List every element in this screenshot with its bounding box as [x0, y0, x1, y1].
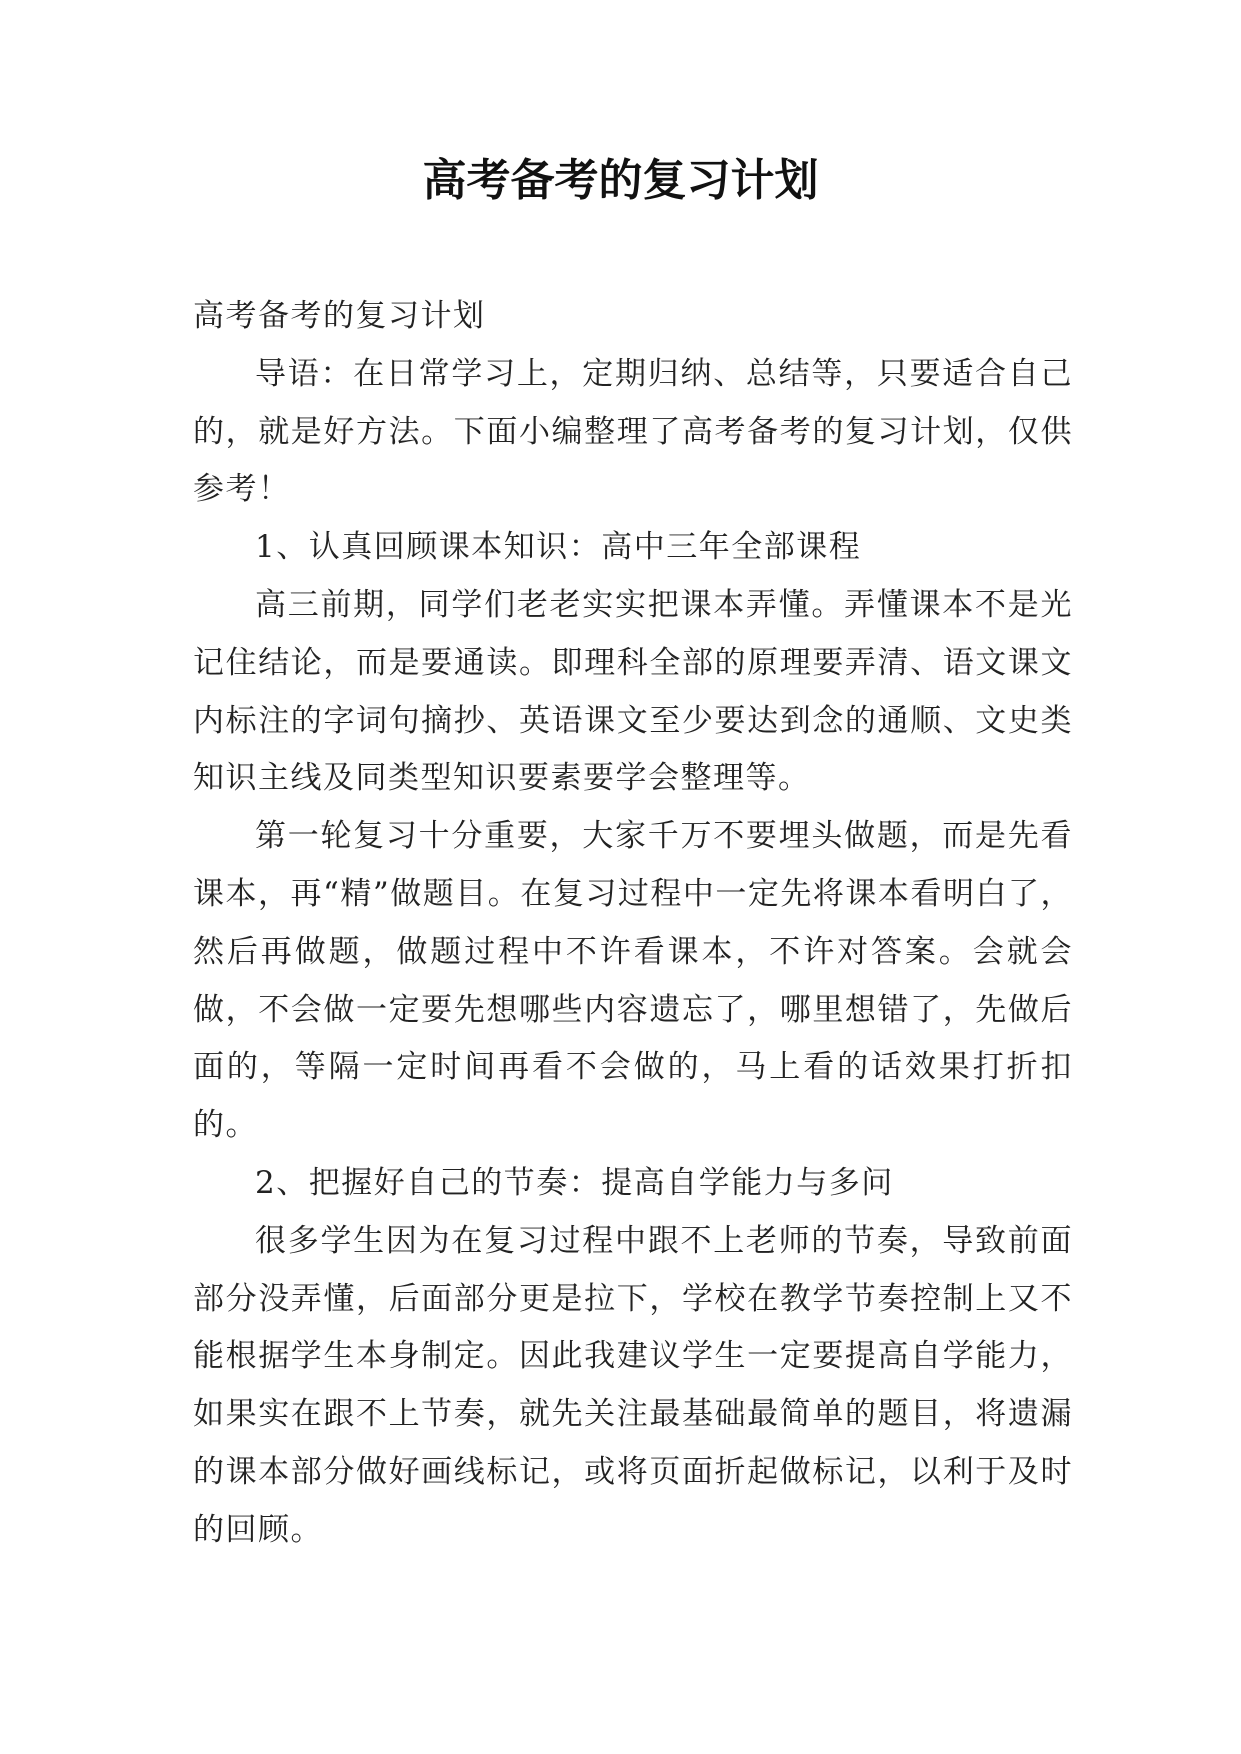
body-paragraph: 很多学生因为在复习过程中跟不上老师的节奏，导致前面部分没弄懂，后面部分更是拉下，学校在教学节奏控制上又不能根据学生本身制定。因此我建议学生一定要提高自学能力，如果实在跟不上节奏，就先关注最基础最简单的题目，将遗漏的课本部分做好画线标记，或将页面折起做标记，以利于及时的回顾。	[193, 1222, 1073, 1548]
subtitle-paragraph: 高考备考的复习计划	[193, 298, 486, 334]
section-heading-1: 1、认真回顾课本知识：高中三年全部课程	[255, 529, 862, 566]
body-paragraph: 第一轮复习十分重要，大家千万不要埋头做题，而是先看课本，再“精”做题目。在复习过程中一定先将课本看明白了，然后再做题，做题过程中不许看课本，不许对答案。会就会做，不会做一定要先想哪些内容遗忘了，哪里想错了，先做后面的，等隔一定时间再看不会做的，马上看的话效果打折扣的。	[193, 818, 1073, 1144]
section-heading-2: 2、把握好自己的节奏：提高自学能力与多问	[255, 1164, 894, 1201]
intro-paragraph: 导语：在日常学习上，定期归纳、总结等，只要适合自己的，就是好方法。下面小编整理了高考备考的复习计划，仅供参考！	[193, 355, 1073, 508]
document-body	[193, 288, 1073, 1560]
body-paragraph: 高三前期，同学们老老实实把课本弄懂。弄懂课本不是光记住结论，而是要通读。即理科全部的原理要弄清、语文课文内标注的字词句摘抄、英语课文至少要达到念的通顺、文史类知识主线及同类型知识要素要学会整理等。	[193, 586, 1073, 797]
document-title: 高考备考的复习计划	[422, 155, 819, 206]
